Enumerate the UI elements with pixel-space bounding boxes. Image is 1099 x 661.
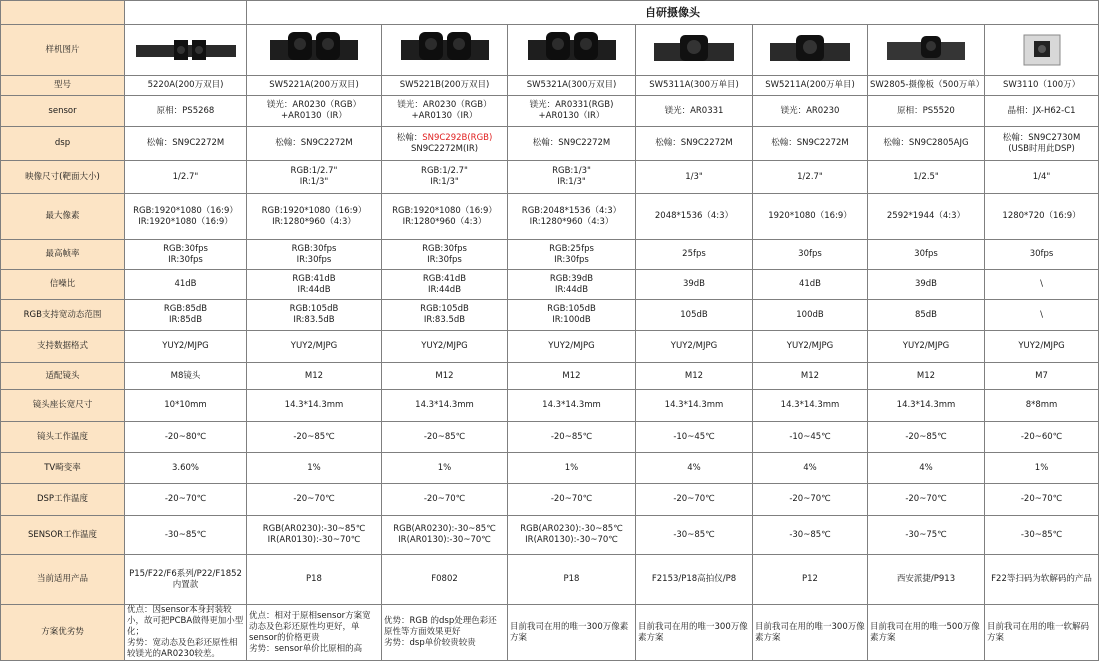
row-label-sensor-temp: SENSOR工作温度 — [1, 516, 125, 555]
advantages-cell: 目前我司在用的唯一软解码方案 — [985, 605, 1099, 661]
wdr-cell: 100dB — [753, 300, 868, 331]
tv-distortion-cell: 1% — [985, 453, 1099, 484]
lens-cell: M7 — [985, 363, 1099, 390]
model-cell: SW3110（100万） — [985, 76, 1099, 96]
wdr-cell: RGB:105dB IR:83.5dB — [382, 300, 508, 331]
table-row — [1, 331, 1099, 363]
sensor-temp-cell: RGB(AR0230):-30~85℃ IR(AR0130):-30~70℃ — [508, 516, 636, 555]
products-cell: P18 — [247, 555, 382, 605]
sensor-temp-cell: RGB(AR0230):-30~85℃ IR(AR0130):-30~70℃ — [382, 516, 508, 555]
sensor-temp-cell: -30~85℃ — [636, 516, 753, 555]
row-label-dsp-temp: DSP工作温度 — [1, 484, 125, 516]
lens-cell: M12 — [382, 363, 508, 390]
tv-distortion-cell: 1% — [247, 453, 382, 484]
row-label-snr: 信噪比 — [1, 270, 125, 300]
dsp-temp-cell: -20~70℃ — [868, 484, 985, 516]
table-row — [1, 161, 1099, 194]
dsp-cell: 松翰：SN9C2272M — [753, 127, 868, 161]
model-cell: SW5211A(200万单目) — [753, 76, 868, 96]
tv-distortion-cell: 3.60% — [125, 453, 247, 484]
dsp-temp-cell: -20~70℃ — [985, 484, 1099, 516]
sensor-temp-cell: -30~75℃ — [868, 516, 985, 555]
model-cell: 5220A(200万双目) — [125, 76, 247, 96]
table-title: 自研摄像头 — [247, 1, 1099, 25]
tv-distortion-cell: 4% — [636, 453, 753, 484]
advantages-cell: 优势：RGB 的dsp处理色彩还原性等方面效果更好 劣势：dsp单价较贵较贵 — [382, 605, 508, 661]
lens-size-cell: 14.3*14.3mm — [508, 390, 636, 422]
max-fps-cell: RGB:30fps IR:30fps — [125, 240, 247, 270]
row-label-dsp: dsp — [1, 127, 125, 161]
formats-cell: YUY2/MJPG — [125, 331, 247, 363]
sensor-cell: 晶相：JX-H62-C1 — [985, 96, 1099, 127]
table-row — [1, 516, 1099, 555]
max-fps-cell: 30fps — [868, 240, 985, 270]
products-cell: P15/F22/F6系列/P22/F1852 内置款 — [125, 555, 247, 605]
lens-size-cell: 8*8mm — [985, 390, 1099, 422]
snr-cell: \ — [985, 270, 1099, 300]
lens-temp-cell: -20~85℃ — [868, 422, 985, 453]
snr-cell: 39dB — [868, 270, 985, 300]
max-pixels-cell: 1920*1080（16:9） — [753, 194, 868, 240]
formats-cell: YUY2/MJPG — [985, 331, 1099, 363]
row-label-image-size: 映像尺寸(靶面大小) — [1, 161, 125, 194]
max-fps-cell: 30fps — [985, 240, 1099, 270]
dsp-rest: SN9C2272M(IR) — [410, 143, 479, 154]
max-fps-cell: RGB:30fps IR:30fps — [382, 240, 508, 270]
sensor-cell: 镁光：AR0230 — [753, 96, 868, 127]
formats-cell: YUY2/MJPG — [247, 331, 382, 363]
camera-photo — [636, 25, 753, 76]
tv-distortion-cell: 1% — [382, 453, 508, 484]
image-size-cell: 1/2.7" — [125, 161, 247, 194]
lens-cell: M8镜头 — [125, 363, 247, 390]
sensor-cell: 原相：PS5268 — [125, 96, 247, 127]
snr-cell: RGB:41dB IR:44dB — [247, 270, 382, 300]
advantages-cell: 目前我司在用的唯一300万像素方案 — [508, 605, 636, 661]
sensor-temp-cell: -30~85℃ — [985, 516, 1099, 555]
row-label-model: 型号 — [1, 76, 125, 96]
sensor-cell: 镁光：AR0331(RGB) +AR0130（IR） — [508, 96, 636, 127]
max-pixels-cell: RGB:1920*1080（16:9） IR:1920*1080（16:9） — [125, 194, 247, 240]
row-label-wdr: RGB支持宽动态范围 — [1, 300, 125, 331]
max-fps-cell: RGB:25fps IR:30fps — [508, 240, 636, 270]
max-pixels-cell: 2048*1536（4:3） — [636, 194, 753, 240]
table-row — [1, 270, 1099, 300]
lens-temp-cell: -20~85℃ — [247, 422, 382, 453]
advantages-cell: 优点：相对于原相sensor方案宽动态及色彩还原性均更好，单sensor的价格更贵 劣势：sensor单价比原相的高 — [247, 605, 382, 661]
wdr-cell: \ — [985, 300, 1099, 331]
dsp-cell — [382, 127, 508, 161]
dsp-cell: 松翰：SN9C2730M (USB时用此DSP) — [985, 127, 1099, 161]
lens-cell: M12 — [636, 363, 753, 390]
lens-temp-cell: -10~45℃ — [636, 422, 753, 453]
model-cell: SW5221B(200万双目) — [382, 76, 508, 96]
max-pixels-cell: 2592*1944（4:3） — [868, 194, 985, 240]
lens-cell: M12 — [753, 363, 868, 390]
model-cell: SW5221A(200万双目) — [247, 76, 382, 96]
model-cell: SW5311A(300万单目) — [636, 76, 753, 96]
image-size-cell: 1/2.7" — [753, 161, 868, 194]
dsp-temp-cell: -20~70℃ — [753, 484, 868, 516]
snr-cell: 39dB — [636, 270, 753, 300]
table-row — [1, 25, 1099, 76]
image-size-cell: RGB:1/2.7" IR:1/3" — [382, 161, 508, 194]
dsp-cell: 松翰：SN9C2272M — [247, 127, 382, 161]
lens-size-cell: 14.3*14.3mm — [868, 390, 985, 422]
lens-temp-cell: -20~85℃ — [382, 422, 508, 453]
table-row — [1, 363, 1099, 390]
row-label-lens-temp: 镜头工作温度 — [1, 422, 125, 453]
formats-cell: YUY2/MJPG — [382, 331, 508, 363]
lens-size-cell: 14.3*14.3mm — [247, 390, 382, 422]
table-row — [1, 240, 1099, 270]
dsp-cell: 松翰：SN9C2272M — [125, 127, 247, 161]
advantages-cell: 目前我司在用的唯一500万像素方案 — [868, 605, 985, 661]
lens-temp-cell: -20~60℃ — [985, 422, 1099, 453]
snr-cell: 41dB — [753, 270, 868, 300]
camera-photo — [985, 25, 1099, 76]
sensor-temp-cell: -30~85℃ — [125, 516, 247, 555]
max-pixels-cell: RGB:2048*1536（4:3） IR:1280*960（4:3） — [508, 194, 636, 240]
max-pixels-cell: RGB:1920*1080（16:9） IR:1280*960（4:3） — [382, 194, 508, 240]
table-row — [1, 555, 1099, 605]
image-size-cell: RGB:1/3" IR:1/3" — [508, 161, 636, 194]
corner-cell — [1, 1, 125, 25]
lens-cell: M12 — [508, 363, 636, 390]
row-label-sensor: sensor — [1, 96, 125, 127]
image-size-cell: 1/2.5" — [868, 161, 985, 194]
advantages-cell: 目前我司在用的唯一300万像素方案 — [753, 605, 868, 661]
wdr-cell: RGB:85dB IR:85dB — [125, 300, 247, 331]
snr-cell: RGB:41dB IR:44dB — [382, 270, 508, 300]
formats-cell: YUY2/MJPG — [868, 331, 985, 363]
max-fps-cell: 25fps — [636, 240, 753, 270]
image-size-cell: RGB:1/2.7" IR:1/3" — [247, 161, 382, 194]
max-pixels-cell: 1280*720（16:9） — [985, 194, 1099, 240]
tv-distortion-cell: 1% — [508, 453, 636, 484]
dsp-temp-cell: -20~70℃ — [247, 484, 382, 516]
tv-distortion-cell: 4% — [868, 453, 985, 484]
lens-size-cell: 14.3*14.3mm — [382, 390, 508, 422]
camera-photo — [508, 25, 636, 76]
image-size-cell: 1/3" — [636, 161, 753, 194]
lens-temp-cell: -20~85℃ — [508, 422, 636, 453]
row-label-max-pixels: 最大像素 — [1, 194, 125, 240]
advantages-cell: 优点：因sensor本身封装较小，故可把PCBA做得更加小型化； 劣势：宽动态及色彩还原性相较镁光的AR0230较差。 — [125, 605, 247, 661]
products-cell: P18 — [508, 555, 636, 605]
wdr-cell: 105dB — [636, 300, 753, 331]
formats-cell: YUY2/MJPG — [508, 331, 636, 363]
lens-size-cell: 10*10mm — [125, 390, 247, 422]
dsp-cell: 松翰：SN9C2272M — [508, 127, 636, 161]
sensor-cell: 镁光：AR0331 — [636, 96, 753, 127]
camera-photo — [868, 25, 985, 76]
row-label-max-fps: 最高帧率 — [1, 240, 125, 270]
camera-photo — [753, 25, 868, 76]
lens-temp-cell: -20~80℃ — [125, 422, 247, 453]
sensor-temp-cell: RGB(AR0230):-30~85℃ IR(AR0130):-30~70℃ — [247, 516, 382, 555]
max-pixels-cell: RGB:1920*1080（16:9） IR:1280*960（4:3） — [247, 194, 382, 240]
model-cell: SW2805-摄像板（500万单） — [868, 76, 985, 96]
table-row — [1, 76, 1099, 96]
lens-size-cell: 14.3*14.3mm — [636, 390, 753, 422]
dsp-temp-cell: -20~70℃ — [382, 484, 508, 516]
table-row — [1, 453, 1099, 484]
row-label-lens: 适配镜头 — [1, 363, 125, 390]
sensor-cell: 原相：PS5520 — [868, 96, 985, 127]
camera-photo — [125, 25, 247, 76]
table-row — [1, 96, 1099, 127]
products-cell: F22等扫码为软解码的产品 — [985, 555, 1099, 605]
snr-cell: RGB:39dB IR:44dB — [508, 270, 636, 300]
dsp-highlight: SN9C292B(RGB) — [422, 132, 493, 143]
table-row — [1, 300, 1099, 331]
advantages-cell: 目前我司在用的唯一300万像素方案 — [636, 605, 753, 661]
image-size-cell: 1/4" — [985, 161, 1099, 194]
table-row — [1, 127, 1099, 161]
wdr-cell: 85dB — [868, 300, 985, 331]
dsp-cell: 松翰：SN9C2805AJG — [868, 127, 985, 161]
table-row — [1, 390, 1099, 422]
lens-cell: M12 — [247, 363, 382, 390]
wdr-cell: RGB:105dB IR:83.5dB — [247, 300, 382, 331]
table-row — [1, 605, 1099, 661]
lens-size-cell: 14.3*14.3mm — [753, 390, 868, 422]
max-fps-cell: 30fps — [753, 240, 868, 270]
tv-distortion-cell: 4% — [753, 453, 868, 484]
sensor-cell: 镁光：AR0230（RGB） +AR0130（IR） — [382, 96, 508, 127]
products-cell: 西安派捷/P913 — [868, 555, 985, 605]
table-row — [1, 422, 1099, 453]
table-row — [1, 484, 1099, 516]
row-label-tv-distortion: TV畸变率 — [1, 453, 125, 484]
model-cell: SW5321A(300万双目) — [508, 76, 636, 96]
table-row — [1, 194, 1099, 240]
lens-cell: M12 — [868, 363, 985, 390]
products-cell: F2153/P18高拍仪/P8 — [636, 555, 753, 605]
sensor-cell: 镁光：AR0230（RGB） +AR0130（IR） — [247, 96, 382, 127]
formats-cell: YUY2/MJPG — [636, 331, 753, 363]
products-cell: P12 — [753, 555, 868, 605]
lens-temp-cell: -10~45℃ — [753, 422, 868, 453]
camera-photo — [382, 25, 508, 76]
dsp-temp-cell: -20~70℃ — [125, 484, 247, 516]
dsp-cell: 松翰：SN9C2272M — [636, 127, 753, 161]
max-fps-cell: RGB:30fps IR:30fps — [247, 240, 382, 270]
dsp-temp-cell: -20~70℃ — [636, 484, 753, 516]
row-label-lens-size: 镜头座长宽尺寸 — [1, 390, 125, 422]
formats-cell: YUY2/MJPG — [753, 331, 868, 363]
dsp-prefix: 松翰： — [396, 132, 423, 143]
row-label-advantages: 方案优劣势 — [1, 605, 125, 661]
sensor-temp-cell: -30~85℃ — [753, 516, 868, 555]
camera-photo — [247, 25, 382, 76]
row-label-formats: 支持数据格式 — [1, 331, 125, 363]
wdr-cell: RGB:105dB IR:100dB — [508, 300, 636, 331]
row-label-photo: 样机图片 — [1, 25, 125, 76]
products-cell: F0802 — [382, 555, 508, 605]
dsp-temp-cell: -20~70℃ — [508, 484, 636, 516]
snr-cell: 41dB — [125, 270, 247, 300]
row-label-products: 当前适用产品 — [1, 555, 125, 605]
